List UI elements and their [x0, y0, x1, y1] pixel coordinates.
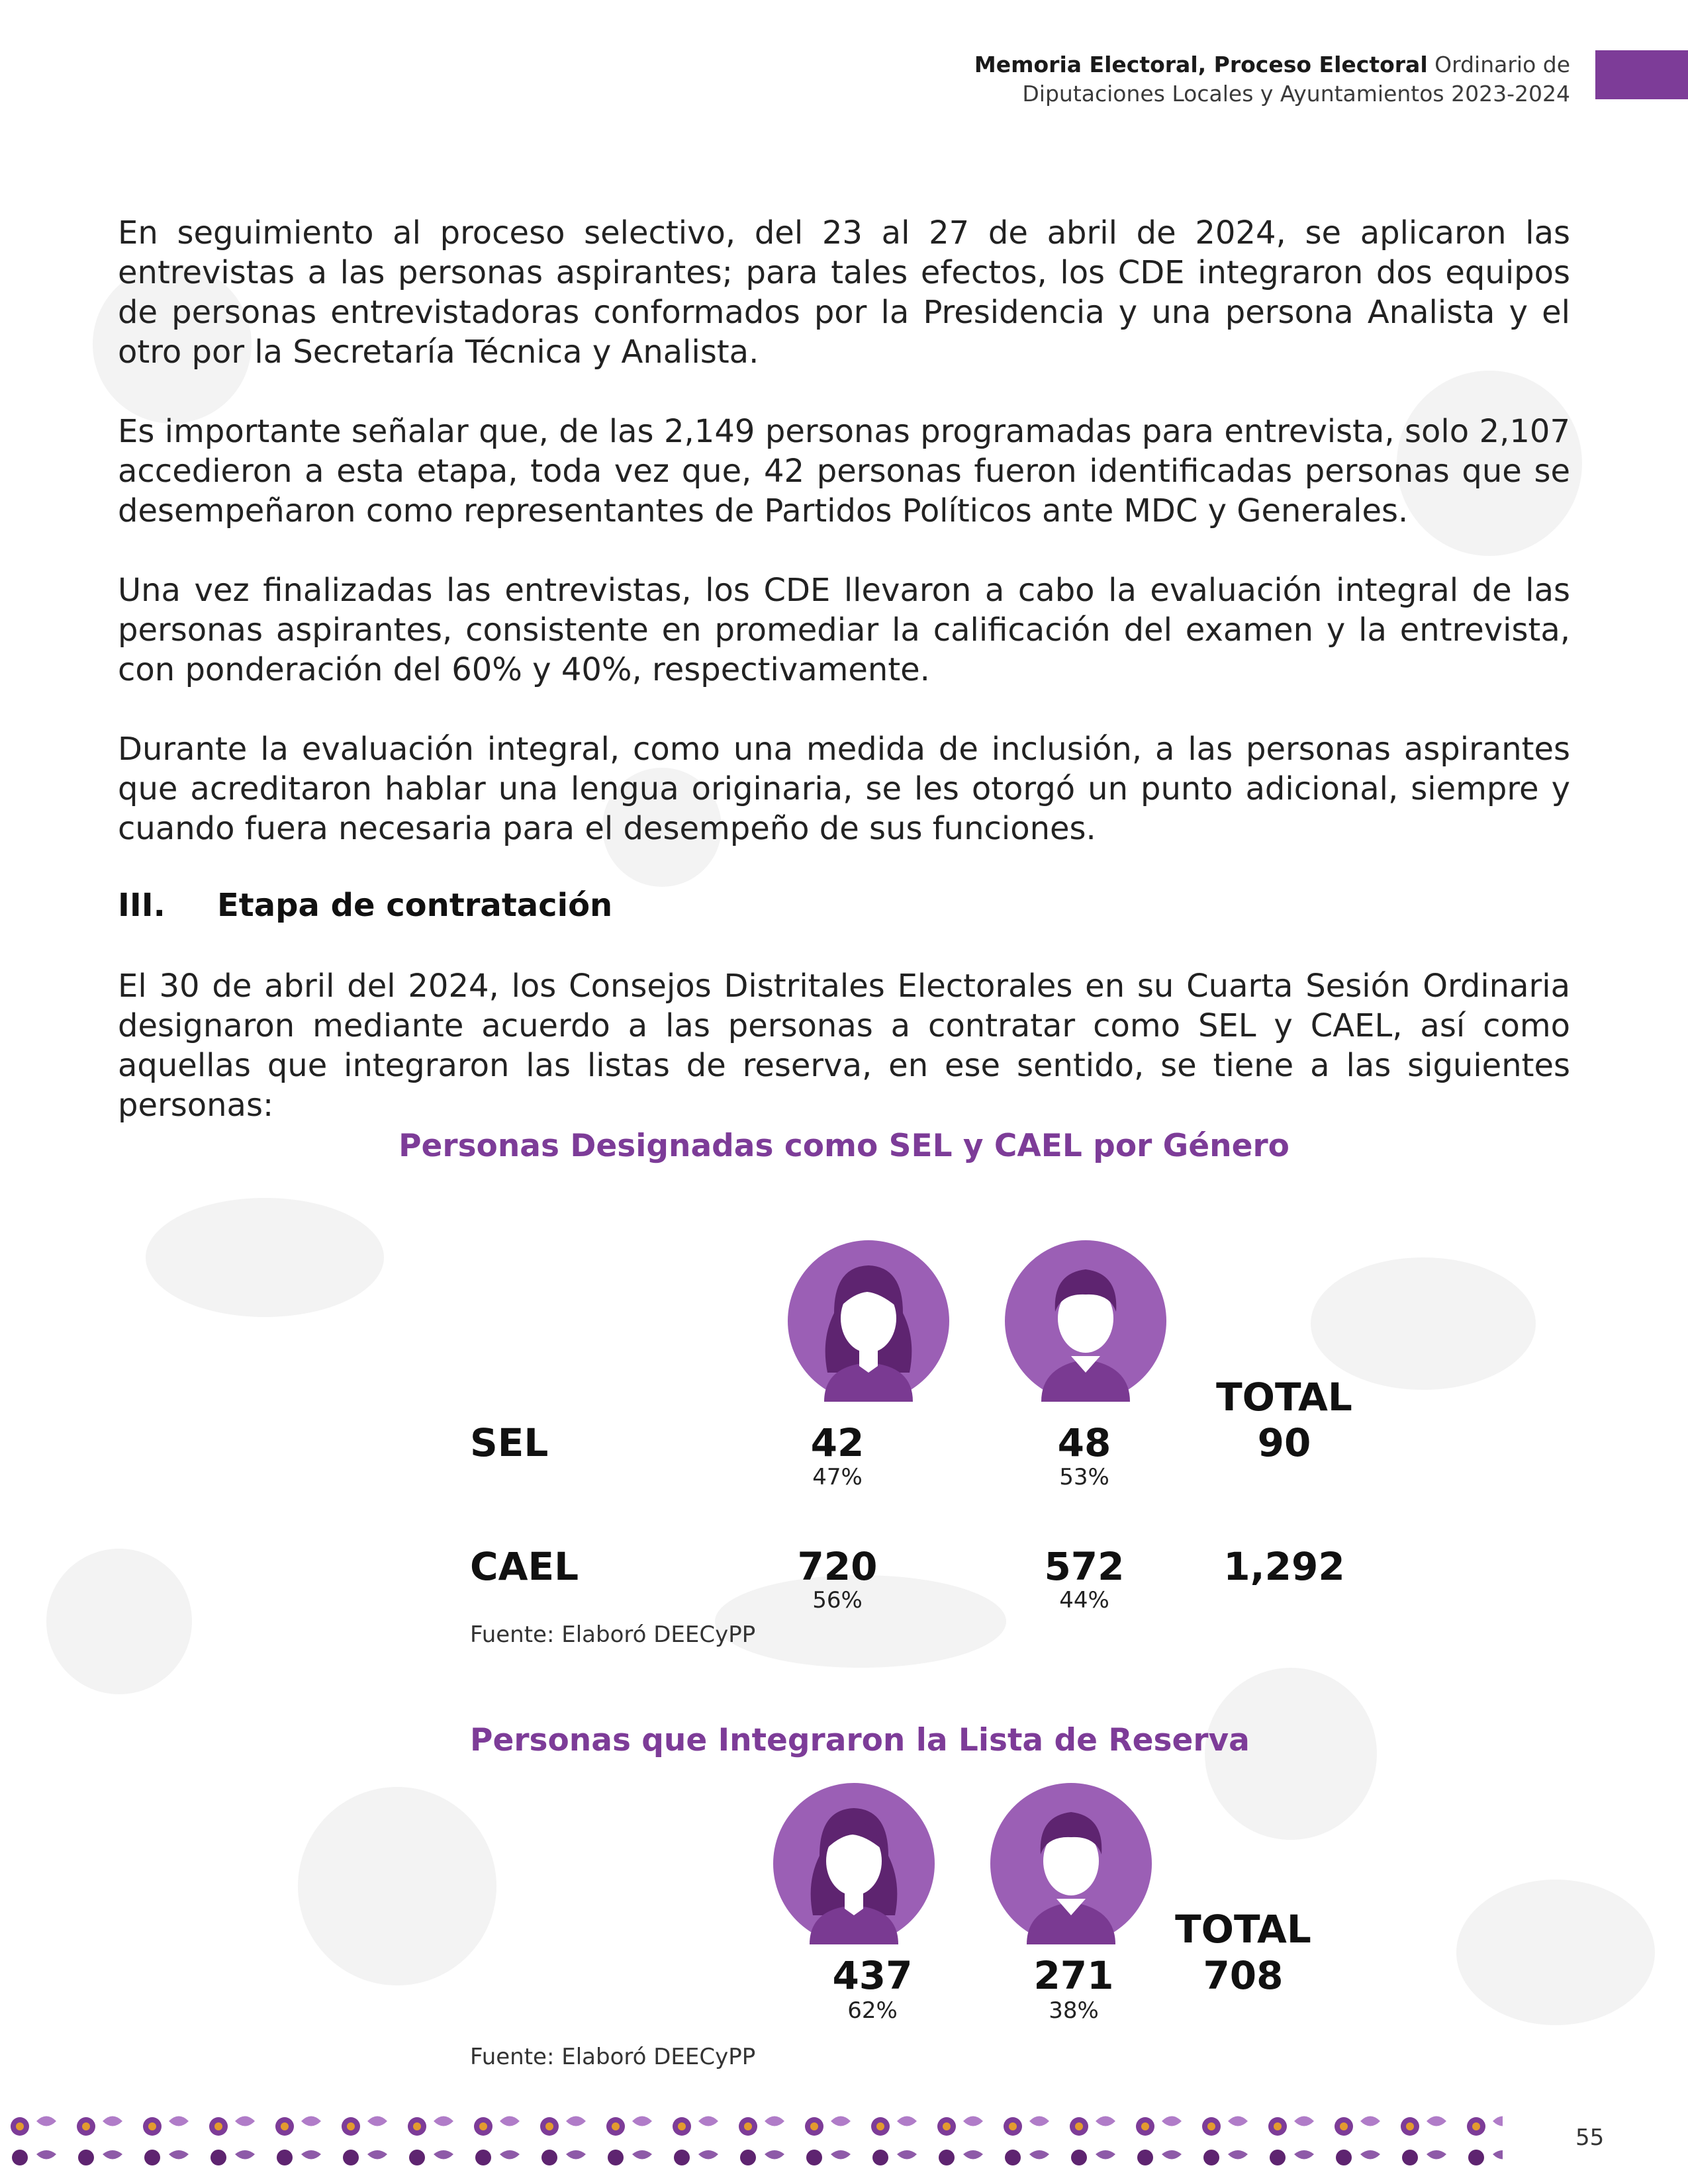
man-avatar-icon [990, 1783, 1152, 1944]
reserva-total: 708 [1203, 1953, 1284, 1998]
sel-women-pct: 47% [812, 1464, 863, 1490]
paragraph-2: Es importante señalar que, de las 2,149 personas programadas para entrevista, solo 2,107 accedieron a esta etapa, toda vez que, 42 personas fueron identificadas personas que se desempeñaron como representantes de Partidos Políticos ante MDC y Generales. [118, 413, 1570, 529]
cael-men-pct: 44% [1059, 1587, 1109, 1614]
paragraph-4: Durante la evaluación integral, como una medida de inclusión, a las personas aspirantes que acreditaron hablar una lengua originaria, se les otorgó un punto adicional, siempre y cuando fuera necesaria para el desempeño de sus funciones. [118, 731, 1570, 847]
cael-total: 1,292 [1223, 1544, 1345, 1589]
reserva-women-pct: 62% [847, 1997, 898, 2024]
woman-avatar-icon [773, 1783, 935, 1944]
section-title: Etapa de contratación [217, 887, 613, 924]
paragraph-5: El 30 de abril del 2024, los Consejos Distritales Electorales en su Cuarta Sesión Ordinaria designaron mediante acuerdo a las personas a contratar como SEL y CAEL, así como aquellas que integraron las listas de reserva, en ese sentido, se tiene a las siguientes personas: [118, 968, 1570, 1124]
cael-men-count: 572 [1044, 1544, 1125, 1589]
paragraph-1: En seguimiento al proceso selectivo, del 23 al 27 de abril de 2024, se aplicaron las entrevistas a las personas aspirantes; para tales efectos, los CDE integraron dos equipos de personas entrevistadoras conformados por la Presidencia y una persona Analista y el otro por la Secretaría Técnica y Analista. [118, 214, 1570, 371]
section-number: III. [118, 887, 165, 924]
header-line2: Diputaciones Locales y Ayuntamientos 2023-2024 [1022, 81, 1570, 107]
paragraph-3: Una vez finalizadas las entrevistas, los CDE llevaron a cabo la evaluación integral de las personas aspirantes, consistente en promediar la calificación del examen y la entrevista, con ponderación del 60% y 40%, respectivamente. [118, 572, 1570, 688]
sel-women-count: 42 [810, 1420, 865, 1465]
section-heading [118, 886, 612, 925]
sel-men-count: 48 [1057, 1420, 1111, 1465]
reserva-men-count: 271 [1033, 1953, 1114, 1998]
reserva-men-pct: 38% [1049, 1997, 1099, 2024]
page-number: 55 [1575, 2124, 1605, 2151]
cael-women-count: 720 [797, 1544, 878, 1589]
source-note-1: Fuente: Elaboró DEECyPP [470, 1621, 756, 1648]
source-note-2: Fuente: Elaboró DEECyPP [470, 2044, 756, 2070]
header-title-rest: Ordinario de [1427, 52, 1570, 77]
row-label-cael: CAEL [470, 1544, 579, 1589]
infographic-designadas-title: Personas Designadas como SEL y CAEL por Género [399, 1128, 1289, 1164]
row-label-sel: SEL [470, 1420, 549, 1465]
sel-total: 90 [1257, 1420, 1311, 1465]
infographic-reserva-title: Personas que Integraron la Lista de Reserva [470, 1722, 1250, 1758]
reserva-total-label: TOTAL [1175, 1907, 1311, 1952]
total-label: TOTAL [1216, 1375, 1352, 1420]
reserva-women-count: 437 [832, 1953, 913, 1998]
header-title-bold: Memoria Electoral, Proceso Electoral [974, 52, 1428, 77]
sel-men-pct: 53% [1059, 1464, 1109, 1490]
decorative-border-icon [0, 2108, 1503, 2174]
cael-women-pct: 56% [812, 1587, 863, 1614]
woman-avatar-icon [788, 1240, 949, 1402]
man-avatar-icon [1005, 1240, 1166, 1402]
running-header [776, 50, 1570, 109]
header-accent-bar [1595, 50, 1688, 99]
